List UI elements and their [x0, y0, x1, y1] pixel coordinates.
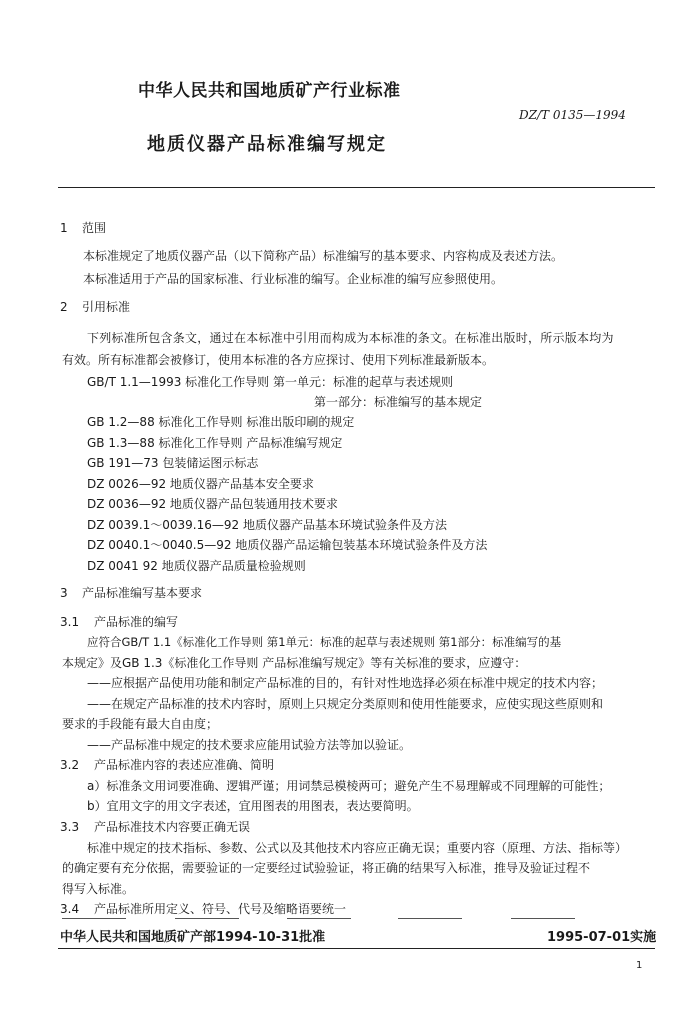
implementation-date: 1995-07-01实施: [547, 930, 657, 945]
reference-item: GB 1.2—88 标准化工作导则 标准出版印刷的规定: [87, 415, 355, 429]
subsection-title: 产品标准的编写: [94, 615, 179, 629]
section-1-heading: [60, 220, 106, 236]
reference-item: DZ 0039.1～0039.16—92 地质仪器产品基本环境试验条件及方法: [87, 518, 447, 532]
section-1-para-1: 本标准规定了地质仪器产品（以下简称产品）标准编写的基本要求、内容构成及表述方法。: [83, 249, 564, 263]
subsection-3-1-line-3: ——应根据产品使用功能和制定产品标准的目的，有针对性地选择必须在标准中规定的技术内容；: [87, 676, 604, 690]
subsection-3-2-item-b: b）宜用文字的用文字表述，宜用图表的用图表，表达要简明。: [87, 799, 419, 813]
subsection-3-2-item-a: a）标准条文用词要准确、逻辑严谨；用词禁忌模棱两可；避免产生不易理解或不同理解的可能性；: [87, 779, 611, 793]
header-rule: [58, 187, 655, 188]
section-2-intro-line-2: 有效。所有标准都会被修订，使用本标准的各方应探讨、使用下列标准最新版本。: [62, 353, 495, 367]
subsection-number: 3.4: [60, 902, 80, 916]
subsection-3-1-line-4: ——在规定产品标准的技术内容时，原则上只规定分类原则和使用性能要求，应使实现这些原则和: [87, 697, 604, 711]
subsection-3-1-line-6: ——产品标准中规定的技术要求应能用试验方法等加以验证。: [87, 738, 412, 752]
reference-item: GB 191—73 包装储运图示标志: [87, 456, 259, 470]
issuer-line: 中华人民共和国地质矿产行业标准: [138, 81, 401, 101]
separator-dash: [398, 918, 462, 919]
section-number: 3: [60, 586, 68, 600]
separator-dash: [511, 918, 575, 919]
subsection-3-2-heading: [60, 757, 274, 773]
subsection-3-3-heading: [60, 819, 250, 835]
section-2-heading: [60, 299, 130, 315]
section-title: 引用标准: [82, 300, 131, 314]
subsection-number: 3.3: [60, 820, 80, 834]
subsection-3-1-line-2: 本规定》及GB 1.3《标准化工作导则 产品标准编写规定》等有关标准的要求，应遵守：: [62, 656, 527, 670]
reference-item: DZ 0040.1～0040.5—92 地质仪器产品运输包装基本环境试验条件及方法: [87, 538, 488, 552]
separator-dash: [287, 918, 351, 919]
subsection-3-1-heading: [60, 614, 178, 630]
subsection-3-3-line-2: 的确定要有充分依据，需要验证的一定要经过试验验证，将正确的结果写入标准，推导及验证过程不: [62, 861, 591, 875]
reference-item: GB 1.3—88 标准化工作导则 产品标准编写规定: [87, 436, 343, 450]
section-number: 2: [60, 300, 68, 314]
section-title: 产品标准编写基本要求: [82, 586, 203, 600]
reference-item: GB/T 1.1—1993 标准化工作导则 第一单元：标准的起草与表述规则: [87, 375, 453, 389]
subsection-title: 产品标准所用定义、符号、代号及缩略语要统一: [94, 902, 347, 916]
section-number: 1: [60, 221, 68, 235]
section-1-para-2: 本标准适用于产品的国家标准、行业标准的编写。企业标准的编写应参照使用。: [83, 272, 504, 286]
section-title: 范围: [82, 221, 107, 235]
subsection-title: 产品标准内容的表述应准确、简明: [94, 758, 275, 772]
subsection-number: 3.2: [60, 758, 80, 772]
subsection-3-1-line-1: 应符合GB/T 1.1《标准化工作导则 第1单元：标准的起草与表述规则 第1部分：标准编写的基: [87, 635, 562, 649]
subsection-3-3-line-3: 得写入标准。: [62, 882, 135, 896]
subsection-number: 3.1: [60, 615, 80, 629]
footer-rule: [58, 948, 655, 949]
separator-dash: [175, 918, 239, 919]
reference-item: 第一部分：标准编写的基本规定: [314, 395, 483, 409]
subsection-3-3-line-1: 标准中规定的技术指标、参数、公式以及其他技术内容应正确无误；重要内容（原理、方法、指标等）: [87, 841, 628, 855]
section-3-heading: [60, 585, 202, 601]
subsection-3-4-heading: [60, 901, 346, 917]
section-2-intro-line-1: 下列标准所包含条文，通过在本标准中引用而构成为本标准的条文。在标准出版时，所示版本均为: [87, 331, 614, 345]
reference-item: DZ 0041 92 地质仪器产品质量检验规则: [87, 559, 306, 573]
page-number: 1: [636, 960, 643, 971]
standard-code: DZ/T 0135—1994: [519, 108, 626, 122]
reference-item: DZ 0036—92 地质仪器产品包装通用技术要求: [87, 497, 338, 511]
separator-dash: [62, 918, 126, 919]
approval-line: 中华人民共和国地质矿产部1994-10-31批准: [60, 930, 326, 945]
subsection-title: 产品标准技术内容要正确无误: [94, 820, 251, 834]
subsection-3-1-line-5: 要求的手段能有最大自由度；: [62, 717, 219, 731]
page-title: 地质仪器产品标准编写规定: [147, 134, 387, 155]
reference-item: DZ 0026—92 地质仪器产品基本安全要求: [87, 477, 314, 491]
